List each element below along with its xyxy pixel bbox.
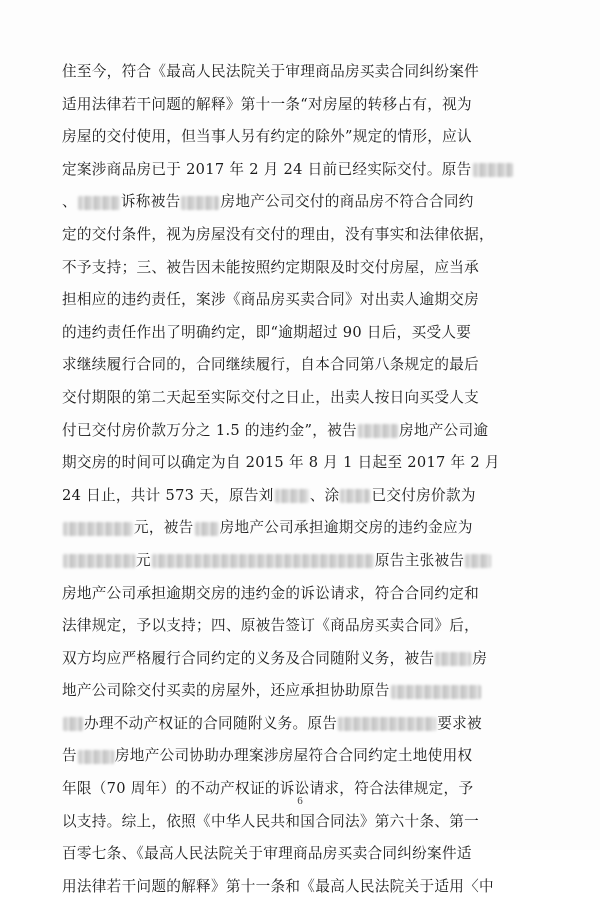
redaction [391, 685, 481, 699]
redaction [78, 196, 120, 210]
text-segment: 定的交付条件，视为房屋没有交付的理由，没有事实和法律依据， [62, 225, 494, 243]
text-line [62, 284, 550, 317]
redaction [435, 652, 471, 666]
redaction [63, 554, 135, 568]
text-segment: 房屋的交付使用，但当事人另有约定的除外”规定的情形，应认 [62, 128, 472, 146]
text-line [62, 512, 550, 545]
redaction [195, 522, 219, 536]
text-line [62, 838, 550, 871]
text-segment: 元，被告 [134, 519, 194, 537]
redaction [275, 489, 309, 503]
text-segment: 适用法律若干问题的解释》第十一条“对房屋的转移占有，视为 [62, 95, 472, 113]
text-segment: 、 [62, 193, 77, 211]
redaction [473, 163, 513, 177]
text-segment: 房地产公司协助办理案涉房屋符合合同约定土地使用权 [114, 747, 473, 765]
text-segment: 百零七条、《最高人民法院关于审理商品房买卖合同纠纷案件适 [62, 845, 472, 863]
text-line [62, 186, 550, 219]
text-segment: 要求被 [437, 714, 482, 732]
text-segment: 、涂 [309, 486, 340, 504]
text-line [62, 871, 550, 903]
text-line [62, 219, 550, 252]
text-line [62, 447, 550, 480]
text-segment: 房地产公司逾 [398, 421, 489, 439]
text-segment: 告 [62, 747, 77, 765]
text-segment: 已交付房价款为 [371, 486, 476, 504]
text-segment: 不予支持；三、被告因未能按照约定期限及时交付房屋，应当承 [62, 258, 480, 276]
text-segment: 办理不动产权证的合同随附义务。原告 [84, 714, 338, 732]
text-line [62, 56, 550, 89]
text-line [62, 121, 550, 154]
text-line [62, 89, 550, 122]
redaction [338, 717, 436, 731]
text-segment: 住至今，符合《最高人民法院关于审理商品房买卖合同纠纷案件 [62, 63, 480, 80]
text-line [62, 252, 550, 285]
text-segment: 期交房的时间可以确定为自 2015 年 8 月 1 日起至 2017 年 2 月 [62, 454, 500, 472]
text-line [62, 643, 550, 676]
text-segment: 房 [472, 649, 488, 667]
text-line [62, 708, 550, 741]
text-line [62, 578, 550, 611]
text-segment: 用法律若干问题的解释》第十一条和《最高人民法院关于适用〈中 [62, 877, 494, 895]
text-line [62, 415, 550, 448]
text-segment: 地产公司除交付买卖的房屋外，还应承担协助原告 [62, 682, 390, 700]
text-segment: 原告主张被告 [374, 551, 465, 569]
redaction [63, 717, 83, 731]
text-line [62, 349, 550, 382]
text-line [62, 806, 550, 839]
redaction [63, 522, 133, 536]
text-segment: 双方均应严格履行合同约定的义务及合同随附义务，被告 [62, 649, 435, 667]
redaction [78, 750, 114, 764]
text-line [62, 610, 550, 643]
text-segment: 担相应的违约责任，案涉《商品房买卖合同》对出卖人逾期交房 [62, 291, 480, 309]
text-line [62, 154, 550, 187]
text-segment: 以支持。综上，依照《中华人民共和国合同法》第六十条、第一 [62, 812, 480, 830]
text-segment: 定案涉商品房已于 2017 年 2 月 24 日前已经实际交付。原告 [62, 160, 472, 178]
redaction [340, 489, 370, 503]
text-segment: 交付期限的第二天起至实际交付之日止，出卖人按日向买受人支 [62, 388, 480, 406]
redaction [181, 196, 219, 210]
text-segment: 24 日止，共计 573 天，原告刘 [62, 486, 274, 504]
text-segment: 房地产公司交付的商品房不符合合同约 [220, 193, 474, 211]
text-segment: 的违约责任作出了明确约定，即“逾期超过 90 日后，买受人要 [62, 323, 472, 341]
text-segment: 房地产公司承担逾期交房的违约金应为 [219, 519, 473, 537]
redaction [358, 424, 398, 438]
text-segment: 诉称被告 [120, 193, 181, 211]
text-line [62, 480, 550, 513]
text-segment: 付已交付房价款万分之 1.5 的违约金”，被告 [62, 421, 357, 439]
redaction [152, 554, 374, 568]
text-line [62, 740, 550, 773]
page-number: 6 [297, 795, 303, 807]
text-line [62, 545, 550, 578]
redaction [465, 554, 491, 568]
text-line [62, 675, 550, 708]
text-segment: 元 [136, 551, 151, 569]
text-segment: 法律规定，予以支持；四、原被告签订《商品房买卖合同》后， [62, 617, 480, 635]
text-line [62, 317, 550, 350]
text-segment: 年限（70 周年）的不动产权证的诉讼请求，符合法律规定，予 [62, 780, 474, 798]
text-line [62, 382, 550, 415]
body-text [62, 56, 550, 903]
text-segment: 房地产公司承担逾期交房的违约金的诉讼请求，符合合同约定和 [62, 584, 480, 602]
text-segment: 求继续履行合同的，合同继续履行，自本合同第八条规定的最后 [62, 356, 480, 374]
